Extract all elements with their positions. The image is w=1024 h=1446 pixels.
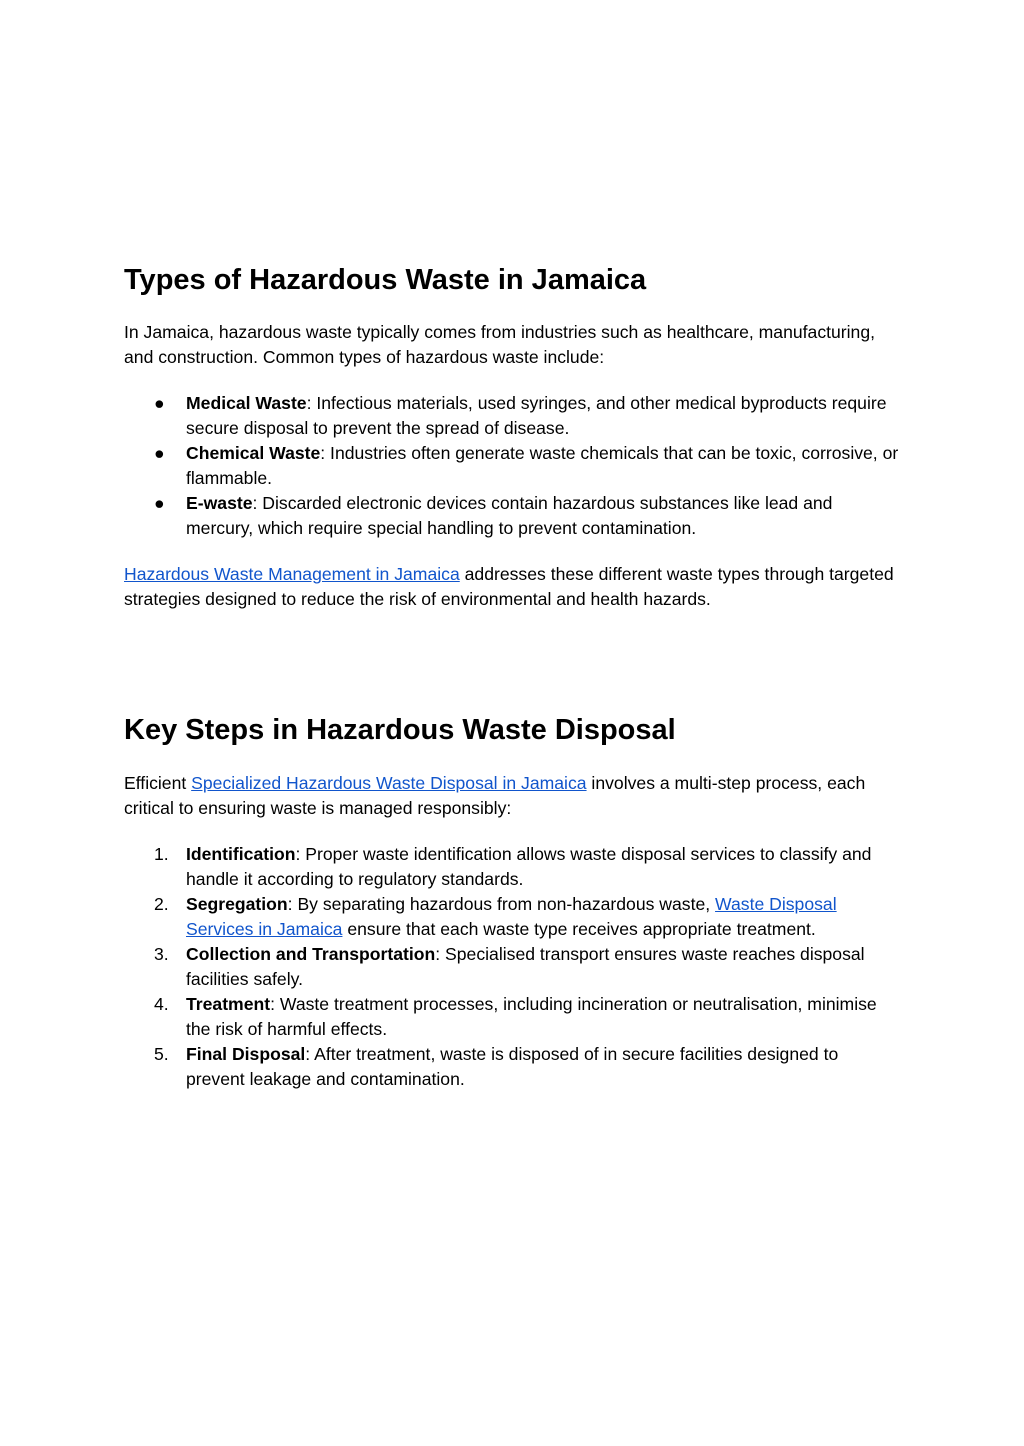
list-item-term: Collection and Transportation xyxy=(186,944,436,964)
list-item-term: E-waste xyxy=(186,493,253,513)
list-item-text: : After treatment, waste is disposed of in secure facilities designed to prevent leakage and contamination. xyxy=(186,1044,839,1089)
intro-text-post: involves a multi-step process, each critical to ensuring waste is managed responsibly: xyxy=(124,773,866,818)
list-item-term: Segregation xyxy=(186,894,288,914)
list-item-term: Final Disposal xyxy=(186,1044,306,1064)
list-item-text: : Industries often generate waste chemicals that can be toxic, corrosive, or flammable. xyxy=(186,443,899,488)
section-title-key-steps: Key Steps in Hazardous Waste Disposal xyxy=(124,714,676,746)
list-item-text: : Infectious materials, used syringes, and other medical byproducts require secure disposal to prevent the spread of disease. xyxy=(186,393,887,438)
list-number: 1. xyxy=(154,844,169,864)
disposal-steps-list xyxy=(124,842,900,1092)
intro-text-pre: Efficient xyxy=(124,773,192,793)
list-item-text: : Waste treatment processes, including incineration or neutralisation, minimise the risk of harmful effects. xyxy=(186,994,877,1039)
section-1-closing xyxy=(124,562,900,612)
waste-disposal-services-link[interactable]: Waste Disposal Services in Jamaica xyxy=(186,894,837,939)
list-item xyxy=(124,992,900,1042)
list-item-text-post: ensure that each waste type receives appropriate treatment. xyxy=(342,919,816,939)
closing-paragraph xyxy=(124,562,900,612)
section-2-intro xyxy=(124,771,900,821)
specialized-disposal-link[interactable]: Specialized Hazardous Waste Disposal in Jamaica xyxy=(191,773,587,793)
list-item xyxy=(124,441,900,491)
list-number: 2. xyxy=(154,894,169,914)
list-item xyxy=(124,491,900,541)
section-title-types: Types of Hazardous Waste in Jamaica xyxy=(124,264,647,296)
list-item-text: : Proper waste identification allows waste disposal services to classify and handle it according to regulatory standards. xyxy=(186,844,872,889)
list-item-text: : Specialised transport ensures waste reaches disposal facilities safely. xyxy=(186,944,865,989)
closing-text: addresses these different waste types through targeted strategies designed to reduce the risk of environmental and health hazards. xyxy=(124,564,894,609)
bullet-icon: ● xyxy=(154,393,165,413)
list-number: 5. xyxy=(154,1044,169,1064)
list-item-term: Medical Waste xyxy=(186,393,307,413)
hazardous-waste-management-link[interactable]: Hazardous Waste Management in Jamaica xyxy=(124,564,460,584)
list-item xyxy=(124,842,900,892)
list-item-text: : Discarded electronic devices contain hazardous substances like lead and mercury, which require special handling to prevent contamination. xyxy=(186,493,833,538)
bullet-icon: ● xyxy=(154,443,165,463)
list-item xyxy=(124,391,900,441)
list-item-term: Treatment xyxy=(186,994,271,1014)
bullet-icon: ● xyxy=(154,493,165,513)
list-item-term: Identification xyxy=(186,844,296,864)
waste-types-list xyxy=(124,391,900,541)
intro-paragraph xyxy=(124,771,900,821)
list-item xyxy=(124,942,900,992)
intro-paragraph: In Jamaica, hazardous waste typically comes from industries such as healthcare, manufacturing, and construction. Common types of hazardous waste include: xyxy=(124,322,876,367)
section-1-intro xyxy=(124,320,900,370)
list-number: 4. xyxy=(154,994,169,1014)
list-number: 3. xyxy=(154,944,169,964)
list-item-text-pre: : By separating hazardous from non-hazardous waste, xyxy=(287,894,716,914)
list-item-term: Chemical Waste xyxy=(186,443,321,463)
list-item xyxy=(124,1042,900,1092)
list-item xyxy=(124,892,900,942)
